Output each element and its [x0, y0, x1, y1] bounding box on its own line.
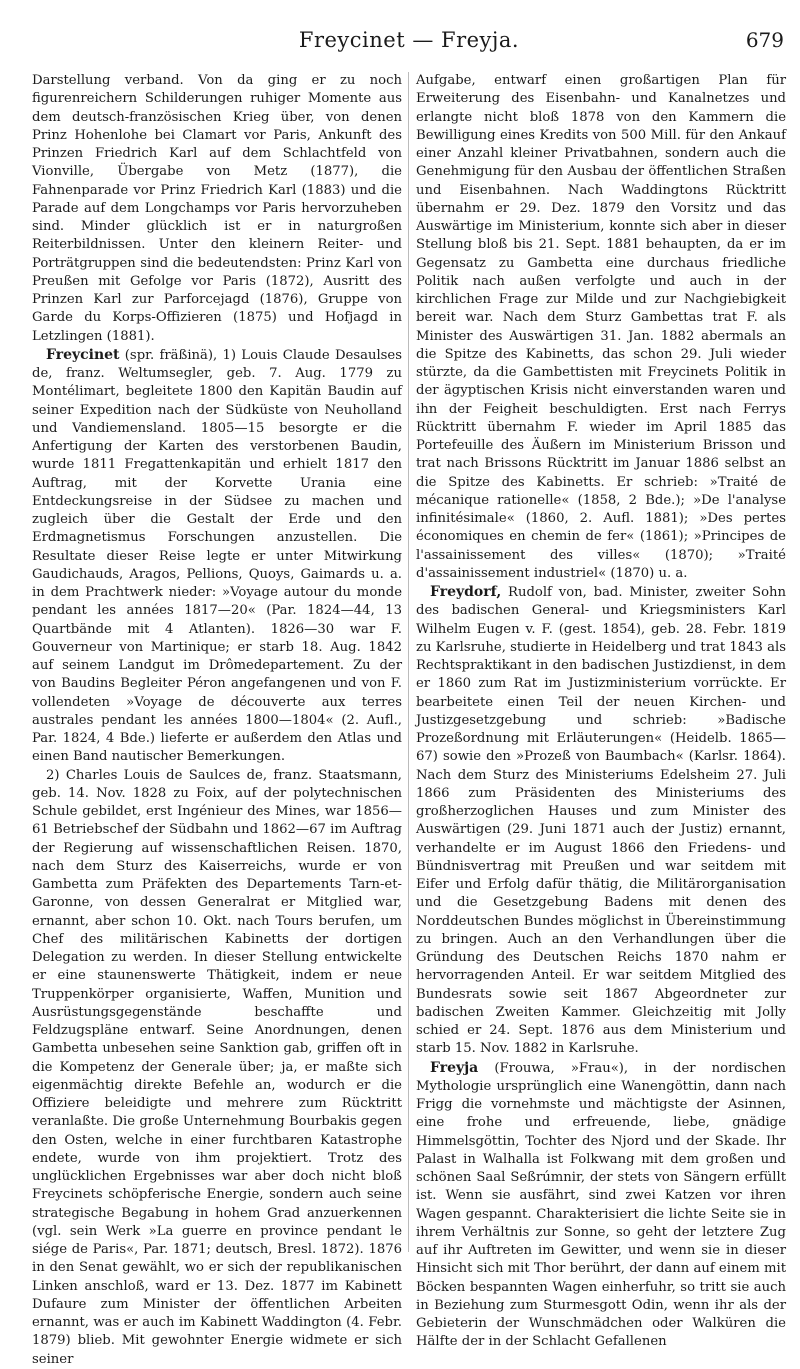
page-header	[32, 26, 786, 60]
right-column	[416, 72, 786, 1350]
entry-headword: Freydorf,	[430, 584, 502, 600]
two-column-body	[32, 72, 786, 1367]
entry-body: (Frouwa, »Frau«), in der nordischen Mythologie ursprünglich eine Wanengöttin, dann nach Frigg die vornehmste und mächtigste der Asinnen, eine frohe und erfreuende, liebe, gnädige Himmelsgöttin, Tochter des Njord und der Skade. Ihr Palast in Walhalla ist Folkwang mit dem großen und schönen Saal Seßrúmnir, der stets von Sängern erfüllt ist. Wenn sie ausfährt, sind zwei Katzen vor ihren Wagen gespannt. Charakterisiert die lichte Seite sie in ihrem Verhältnis zur Sonne, so geht der letztere Zug auf ihr Auftreten im Gewitter, und wenn sie in dieser Hinsicht sich mit Thor berührt, der dann auf einem mit Böcken bespannten Wagen einherfuhr, so tritt sie auch in Beziehung zum Sturmesgott Odin, wenn ihr als der Gebieterin der Wunschmädchen oder Walküren die Hälfte der in der Schlacht Gefallenen	[416, 1060, 786, 1350]
entry-freyja	[416, 1059, 786, 1352]
left-column	[32, 72, 402, 1367]
entry-freycinet	[32, 346, 402, 767]
entry-body: Rudolf von, bad. Minister, zweiter Sohn des badischen General- und Kriegsministers Karl Wilhelm Eugen v. F. (gest. 1854), geb. 28. Febr. 1819 zu Karlsruhe, studierte in Heidelberg und trat 1843 als Rechtspraktikant in den badischen Justizdienst, in dem er 1860 zum Rat im Justizministerium vorrückte. Er bearbeitete einen Teil der neuen Kirchen- und Justizgesetzgebung und schrieb: »Badische Prozeßordnung mit Erläuterungen« (Heidelb. 1865—67) sowie den »Prozeß von Baumbach« (Karlsr. 1864). Nach dem Sturz des Ministeriums Edelsheim 27. Juli 1866 zum Präsidenten des Ministeriums des großherzoglichen Hauses und zum Minister des Auswärtigen (29. Juni 1871 auch der Justiz) ernannt, verhandelte er im August 1866 den Friedens- und Bündnisvertrag mit Preußen und war seitdem mit Eifer und Erfolg dafür thätig, die Militärorganisation und die Gesetzgebung Badens mit denen des Norddeutschen Bundes möglichst in Übereinstimmung zu bringen. Auch an den Verhandlungen über die Gründung des Deutschen Reichs 1870 nahm er hervorragenden Anteil. Er war seitdem Mitglied des Bundesrats sowie seit 1867 Abgeordneter zur badischen Zweiten Kammer. Gleichzeitig mit Jolly schied er 24. Sept. 1876 aus dem Ministerium und starb 15. Nov. 1882 in Karlsruhe.	[416, 585, 786, 1057]
entry-freydorf	[416, 583, 786, 1059]
entry-freycinet-2: 2) Charles Louis de Saulces de, franz. Staatsmann, geb. 14. Nov. 1828 zu Foix, auf der polytechnischen Schule gebildet, erst Ingénieur des Mines, war 1856—61 Betriebschef der Südbahn und 1862—67 im Auftrag der Regierung auf wissenschaftlichen Reisen. 1870, nach dem Sturz des Kaiserreichs, wurde er von Gambetta zum Präfekten des Departements Tarn-et-Garonne, von dessen Generalrat er Mitglied war, ernannt, aber schon 10. Okt. nach Tours berufen, um Chef des militärischen Kabinetts der dortigen Delegation zu werden. In dieser Stellung entwickelte er eine staunenswerte Thätigkeit, indem er neue Truppenkörper organisierte, Waffen, Munition und Ausrüstungsgegenstände beschaffte und Feldzugspläne entwarf. Seine Anordnungen, denen Gambetta unbesehen seine Sanktion gab, griffen oft in die Kompetenz der Generale über; ja, er maßte sich eigenmächtig direkte Befehle an, wodurch er die Offiziere beleidigte und mehrere zum Rücktritt veranlaßte. Die große Unternehmung Bourbakis gegen den Osten, welche in einer furchtbaren Katastrophe endete, wurde von ihm projektiert. Trotz des unglücklichen Ergebnisses war aber doch nicht bloß Freycinets schöpferische Energie, sondern auch seine strategische Begabung in hohem Grad anzuerkennen (vgl. sein Werk »La guerre en province pendant le siége de Paris«, Par. 1871; deutsch, Bresl. 1872). 1876 in den Senat gewählt, wo er sich der republikanischen Linken anschloß, ward er 13. Dez. 1877 im Kabinett Dufaure zum Minister der öffentlichen Arbeiten ernannt, was er auch im Kabinett Waddington (4. Febr. 1879) blieb. Mit gewohnter Energie widmete er sich seiner	[32, 767, 402, 1367]
page-number: 679	[745, 28, 784, 52]
entry-body: (spr. fräßinä), 1) Louis Claude Desaulses de, franz. Weltumsegler, geb. 7. Aug. 1779 zu Montélimart, begleitete 1800 den Kapitän Baudin auf seiner Expedition nach der Südküste von Neuholland und Vandiemensland. 1805—15 besorgte er die Anfertigung der Karten des verstorbenen Baudin, wurde 1811 Fregattenkapitän und erhielt 1817 den Auftrag, mit der Korvette Urania eine Entdeckungsreise in der Südsee zu machen und zugleich über die Gestalt der Erde und den Erdmagnetismus Forschungen anzustellen. Die Resultate dieser Reise legte er unter Mitwirkung Gaudichauds, Aragos, Pellions, Quoys, Gaimards u. a. in dem Prachtwerk nieder: »Voyage autour du monde pendant les années 1817—20« (Par. 1824—44, 13 Quartbände mit 4 Atlanten). 1826—30 war F. Gouverneur von Martinique; er starb 18. Aug. 1842 auf seinem Landgut im Drômedepartement. Zu der von Baudins Begleiter Péron angefangenen und von F. vollendeten »Voyage de découverte aux terres australes pendant les années 1800—1804« (2. Aufl., Par. 1824, 4 Bde.) lieferte er außerdem den Atlas und einen Band nautischer Bemerkungen.	[32, 347, 402, 765]
entry-headword: Freycinet	[46, 346, 120, 363]
continued-entry-text: Darstellung verband. Von da ging er zu noch figurenreichern Schilderungen ruhiger Momente aus dem deutsch-französischen Krieg über, von denen Prinz Hohenlohe bei Clamart vor Paris, Ankunft des Prinzen Friedrich Karl auf dem Schlachtfeld von Vionville, Übergabe von Metz (1877), die Fahnenparade vor Prinz Friedrich Karl (1883) und die Parade auf dem Longchamps vor Paris hervorzuheben sind. Minder glücklich ist er in naturgroßen Reiterbildnissen. Unter den kleinern Reiter- und Porträtgruppen sind die bedeutendsten: Prinz Karl von Preußen mit Gefolge vor Paris (1872), Ausritt des Prinzen Karl zur Parforcejagd (1876), Gruppe von Garde du Korps-Offizieren (1875) und Hofjagd in Letzlingen (1881).	[32, 73, 402, 344]
continued-entry-text: Aufgabe, entwarf einen großartigen Plan für Erweiterung des Eisenbahn- und Kanalnetzes und erlangte nicht bloß 1878 von den Kammern die Bewilligung eines Kredits von 500 Mill. für den Ankauf einer Anzahl kleiner Privatbahnen, sondern auch die Genehmigung für den Ausbau der öffentlichen Straßen und Eisenbahnen. Nach Waddingtons Rücktritt übernahm er 29. Dez. 1879 den Vorsitz und das Auswärtige im Ministerium, konnte sich aber in dieser Stellung bloß bis 21. Sept. 1881 behaupten, da er im Gegensatz zu Gambetta eine durchaus friedliche Politik nach außen verfolgte und auch in der kirchlichen Frage zur Milde und zur Nachgiebigkeit bereit war. Nach dem Sturz Gambettas trat F. als Minister des Auswärtigen 31. Jan. 1882 abermals an die Spitze des Kabinetts, das schon 29. Juli wieder stürzte, da die Gambettisten mit Freycinets Politik in der ägyptischen Krisis nicht einverstanden waren und ihn der Feigheit beschuldigten. Erst nach Ferrys Rücktritt übernahm F. wieder im April 1885 das Portefeuille des Äußern im Ministerium Brisson und trat nach Brissons Rücktritt im Januar 1886 selbst an die Spitze des Kabinetts. Er schrieb: »Traité de mécanique rationelle« (1858, 2 Bde.); »De l'analyse infinitésimale« (1860, 2. Aufl. 1881); »Des pertes économiques en chemin de fer« (1861); »Principes de l'assainissement des villes« (1870); »Traité d'assainissement industriel« (1870) u. a.	[416, 73, 786, 581]
entry-headword: Freyja	[430, 1059, 479, 1076]
running-head: Freycinet — Freyja.	[298, 28, 520, 52]
